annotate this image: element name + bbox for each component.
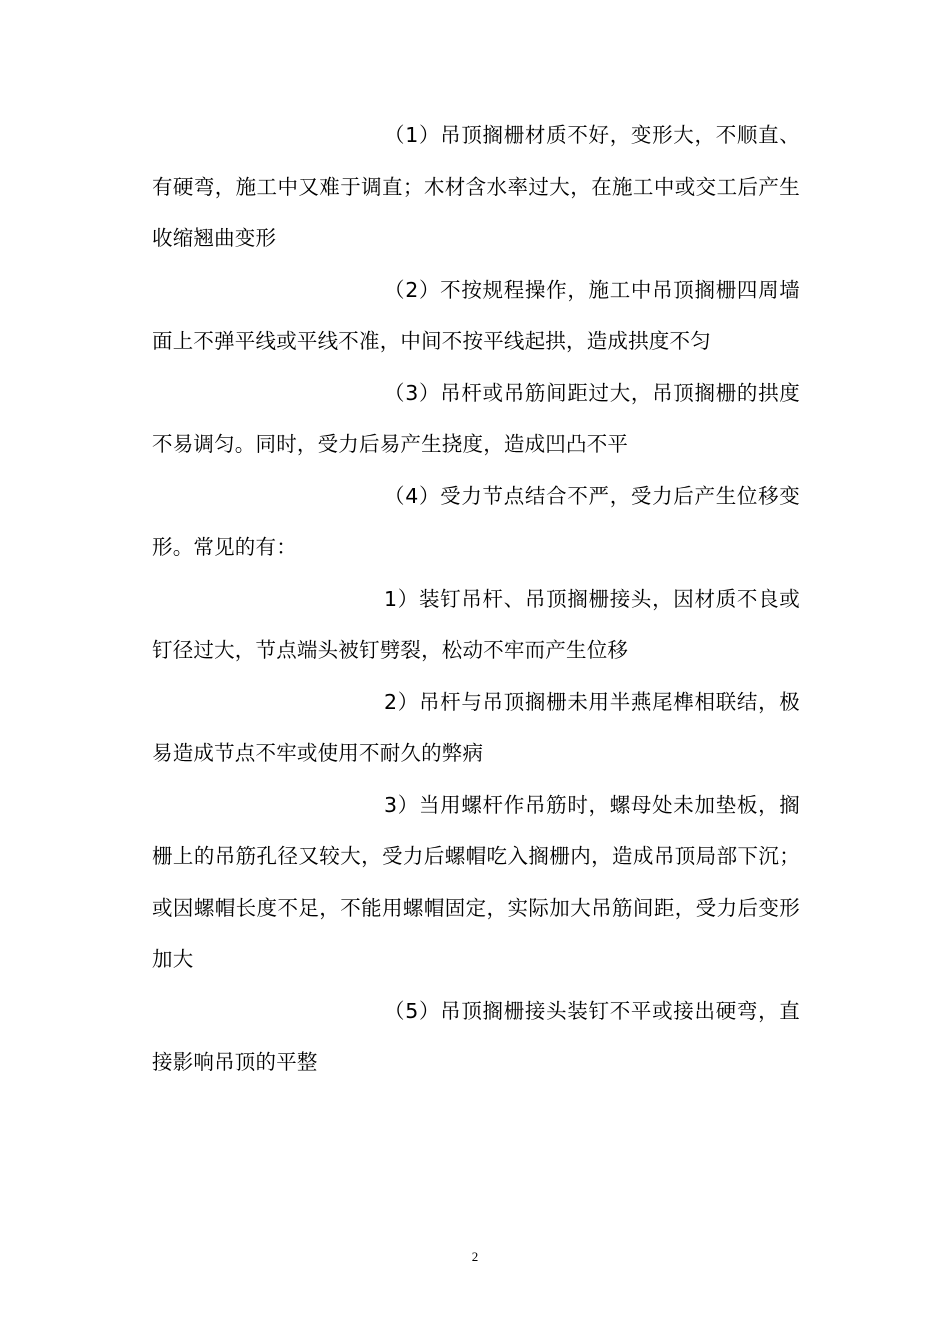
paragraph-4: （4）受力节点结合不严，受力后产生位移变形。常见的有： (152, 483, 800, 559)
page-number: 2 (471, 1249, 479, 1264)
paragraph-6: 2）吊杆与吊顶搁栅未用半燕尾榫相联结，极易造成节点不牢或使用不耐久的弊病 (152, 689, 800, 765)
paragraph-5: 1）装钉吊杆、吊顶搁栅接头，因材质不良或钉径过大，节点端头被钉劈裂，松动不牢而产生位移 (152, 586, 800, 662)
document-body (152, 110, 800, 1089)
paragraph-8: （5）吊顶搁栅接头装钉不平或接出硬弯，直接影响吊顶的平整 (152, 998, 800, 1074)
paragraph-2: （2）不按规程操作，施工中吊顶搁栅四周墙面上不弹平线或平线不准，中间不按平线起拱，造成拱度不匀 (152, 277, 800, 353)
paragraph-1: （1）吊顶搁栅材质不好，变形大，不顺直、有硬弯，施工中又难于调直；木材含水率过大，在施工中或交工后产生收缩翘曲变形 (152, 123, 800, 250)
paragraph-7: 3）当用螺杆作吊筋时，螺母处未加垫板，搁栅上的吊筋孔径又较大，受力后螺帽吃入搁栅内，造成吊顶局部下沉；或因螺帽长度不足，不能用螺帽固定，实际加大吊筋间距，受力后变形加大 (152, 792, 800, 971)
paragraph-3: （3）吊杆或吊筋间距过大，吊顶搁栅的拱度不易调匀。同时，受力后易产生挠度，造成凹凸不平 (152, 380, 800, 456)
